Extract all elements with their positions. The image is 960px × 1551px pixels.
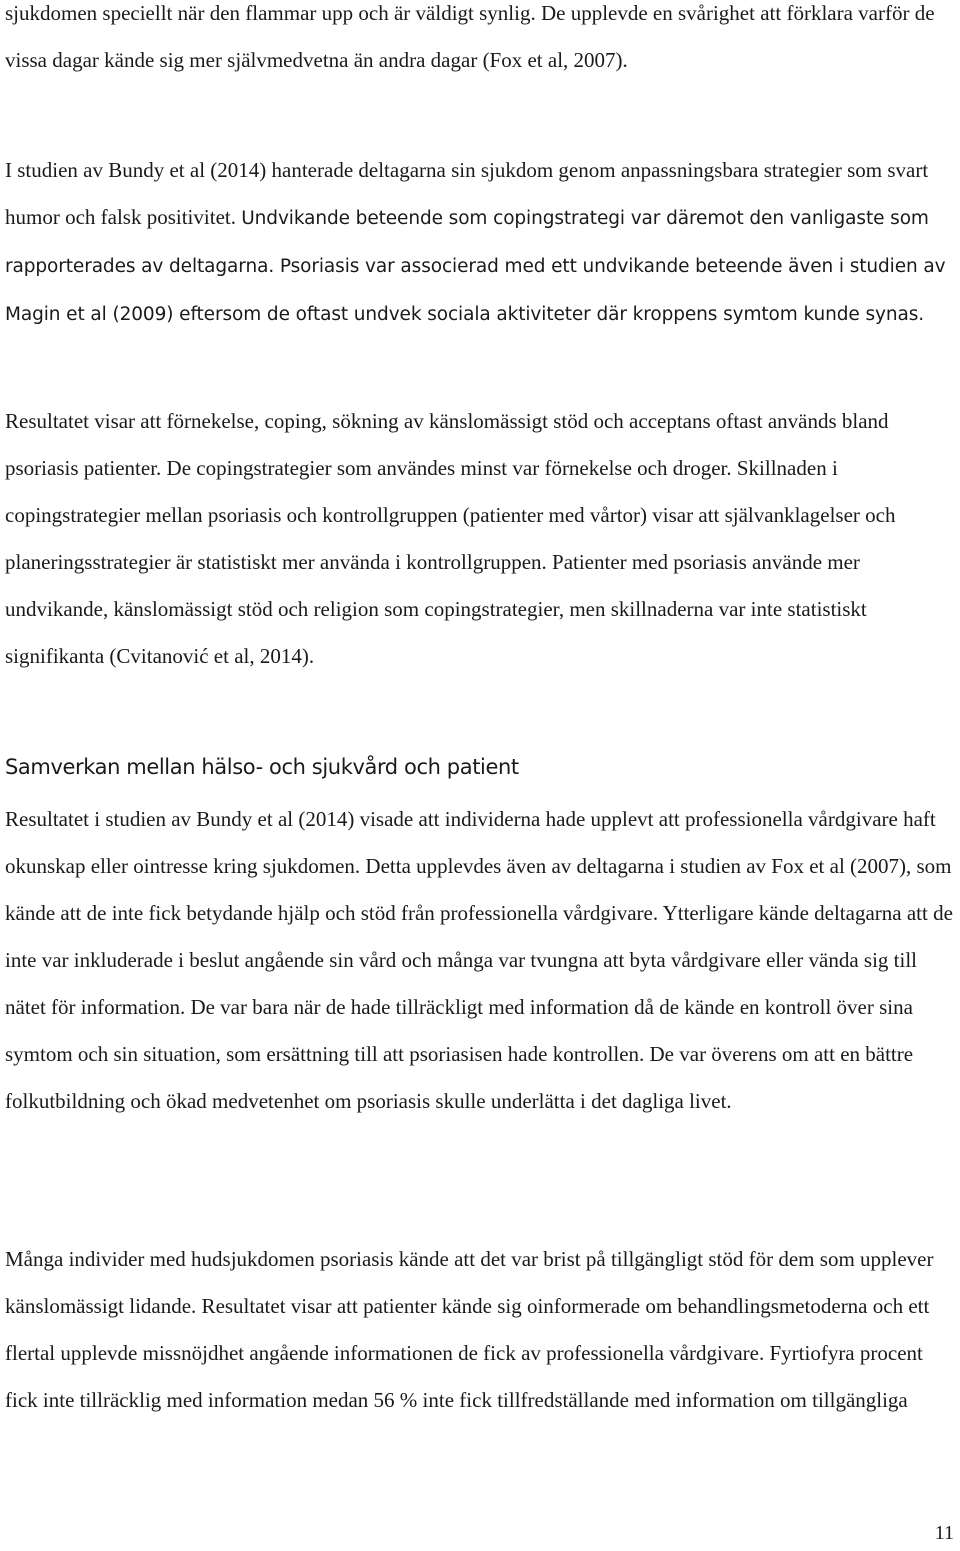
paragraph-2-run-1: I studien av Bundy et al (2014) hanterade deltagarna sin sjukdom genom anpassningsbara strategier som svart humor och falsk positivitet. bbox=[5, 158, 929, 229]
paragraph-2-run-3: Psoriasis var associerad med ett undvikande beteende även i studien av Magin et al (2009) eftersom de oftast undvek sociala aktiviteter där kroppens symtom kunde synas. bbox=[5, 256, 946, 325]
paragraph-1 bbox=[5, 0, 957, 84]
paragraph-5 bbox=[5, 1236, 957, 1424]
paragraph-3 bbox=[5, 398, 957, 680]
paragraph-5-text: Många individer med hudsjukdomen psoriasis kände att det var brist på tillgängligt stöd för dem som upplever känslomässigt lidande. Resultatet visar att patienter kände sig oinformerade om behandlingsmetoderna och ett flertal upplevde missnöjdhet angående informationen de fick av professionella vårdgivare. Fyrtiofyra procent fick inte tillräcklig med information medan 56 % inte fick tillfredställande med information om tillgängliga bbox=[5, 1247, 934, 1412]
paragraph-4-text: Resultatet i studien av Bundy et al (2014) visade att individerna hade upplevt att professionella vårdgivare haft okunskap eller ointresse kring sjukdomen. Detta upplevdes även av deltagarna i studien av Fox et al (2007), som kände att de inte fick betydande hjälp och stöd från professionella vårdgivare. Ytterligare kände deltagarna att de inte var inkluderade i beslut angående sin vård och många var tvungna att byta vårdgivare eller vända sig till nätet för information. De var bara när de hade tillräckligt med information då de kände en kontroll över sina symtom och sin situation, som ersättning till att psoriasisen hade kontrollen. De var överens om att en bättre folkutbildning och ökad medvetenhet om psoriasis skulle underlätta i det dagliga livet. bbox=[5, 807, 953, 1113]
paragraph-3-text: Resultatet visar att förnekelse, coping, sökning av känslomässigt stöd och acceptans oftast används bland psoriasis patienter. De copingstrategier som användes minst var förnekelse och droger. Skillnaden i copingstrategier mellan psoriasis och kontrollgruppen (patienter med vårtor) visar att självanklagelser och planeringsstrategier är statistiskt mer använda i kontrollgruppen. Patienter med psoriasis använde mer undvikande, känslomässigt stöd och religion som copingstrategier, men skillnaderna var inte statistiskt signifikanta (Cvitanović et al, 2014). bbox=[5, 409, 896, 668]
page-number: 11 bbox=[934, 1522, 954, 1544]
section-heading: Samverkan mellan hälso- och sjukvård och patient bbox=[5, 755, 519, 779]
paragraph-2 bbox=[5, 147, 957, 338]
paragraph-4 bbox=[5, 796, 957, 1125]
paragraph-1-sentence-2: De upplevde en svårighet att förklara varför de vissa dagar kände sig mer självmedvetna än andra dagar (Fox et al, 2007). bbox=[5, 1, 935, 72]
paragraph-1-sentence-1: sjukdomen speciellt när den flammar upp och är väldigt synlig. bbox=[5, 1, 541, 25]
paragraph-2-run-2: Undvikande beteende som copingstrategi var däremot den vanligaste som rapporterades av deltagarna. bbox=[5, 208, 929, 277]
